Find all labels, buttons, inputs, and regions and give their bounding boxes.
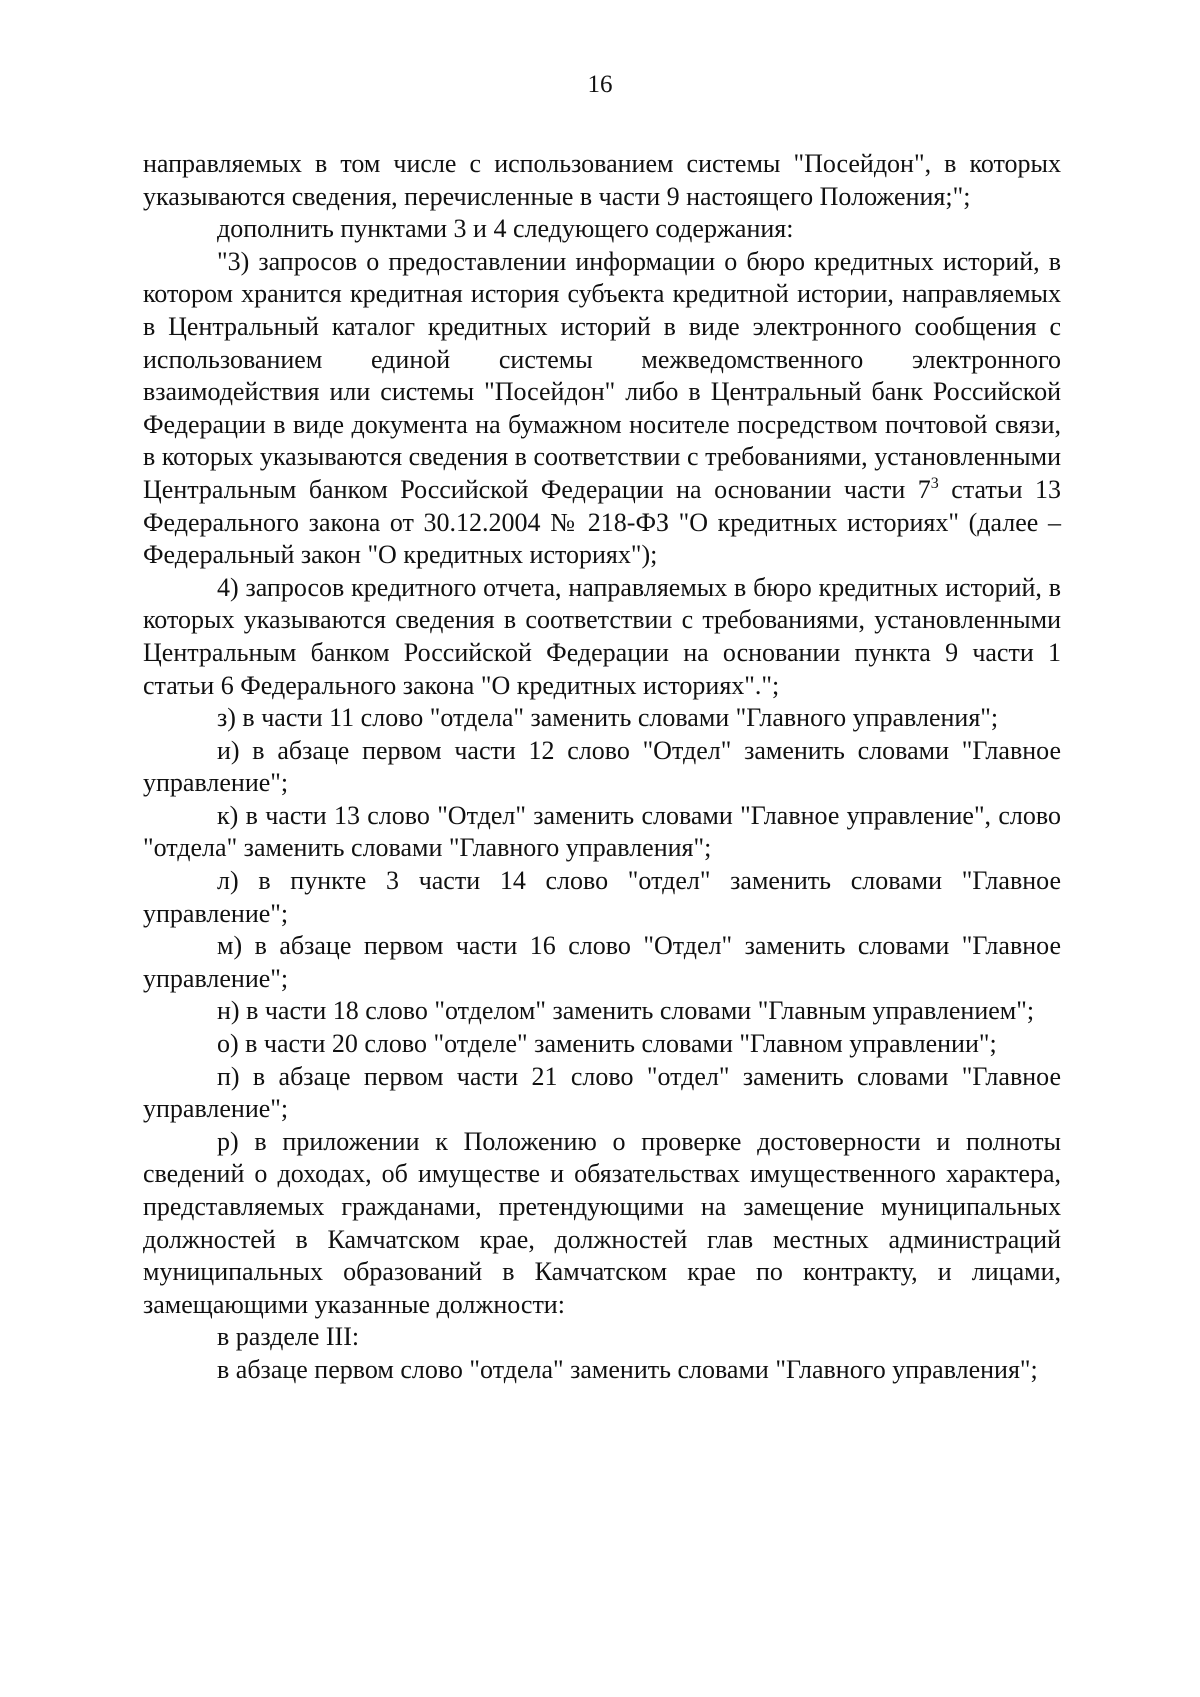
paragraph: р) в приложении к Положению о проверке достоверности и полноты сведений о доходах, об имуществе и обязательствах имущественного характера, представляемых гражданами, претендующими на замещение муниципальных должностей в Камчатском крае, должностей глав местных администраций муниципальных образований в Камчатском крае по контракту, и лицами, замещающими указанные должности:	[143, 1126, 1061, 1319]
document-body	[143, 148, 1061, 1387]
paragraph: о) в части 20 слово "отделе" заменить словами "Главном управлении";	[217, 1029, 997, 1059]
paragraph: к) в части 13 слово "Отдел" заменить словами "Главное управление", слово "отдела" заменить словами "Главного управления";	[143, 800, 1061, 863]
paragraph: направляемых в том числе с использованием системы "Посейдон", в которых указываются сведения, перечисленные в части 9 настоящего Положения;";	[143, 149, 1061, 211]
paragraph: м) в абзаце первом части 16 слово "Отдел" заменить словами "Главное управление";	[143, 931, 1061, 993]
paragraph: и) в абзаце первом части 12 слово "Отдел" заменить словами "Главное управление";	[143, 735, 1061, 798]
paragraph: з) в части 11 слово "отдела" заменить словами "Главного управления";	[217, 703, 999, 733]
paragraph: н) в части 18 слово "отделом" заменить словами "Главным управлением";	[217, 996, 1035, 1026]
paragraph-text: "3) запросов о предоставлении информации о бюро кредитных историй, в котором хранится кредитная история субъекта кредитной истории, направляемых в Центральный каталог кредитных историй в виде электронного сообщения с использованием единой системы межведомственного электронного взаимодействия или системы "Посейдон" либо в Центральный банк Российской Федерации в виде документа на бумажном носителе посредством почтовой связи, в которых указываются сведения в соответствии с требованиями, установленными Центральным банком Российской Федерации на основании части 7	[143, 246, 1061, 504]
paragraph: п) в абзаце первом части 21 слово "отдел" заменить словами "Главное управление";	[143, 1061, 1061, 1124]
paragraph-text: статьи 13 Федерального закона от 30.12.2004 № 218-ФЗ "О кредитных историях" (далее – Федеральный закон "О кредитных историях");	[143, 474, 1061, 570]
paragraph: 4) запросов кредитного отчета, направляемых в бюро кредитных историй, в которых указываются сведения в соответствии с требованиями, установленными Центральным банком Российской Федерации на основании пункта 9 части 1 статьи 6 Федерального закона "О кредитных историях".";	[143, 572, 1061, 700]
page-number: 16	[587, 71, 613, 98]
paragraph: дополнить пунктами 3 и 4 следующего содержания:	[217, 214, 794, 244]
paragraph: в абзаце первом слово "отдела" заменить словами "Главного управления";	[217, 1354, 1038, 1384]
paragraph: в разделе III:	[217, 1322, 360, 1352]
paragraph: л) в пункте 3 части 14 слово "отдел" заменить словами "Главное управление";	[143, 866, 1061, 928]
superscript: 3	[930, 474, 939, 492]
paragraph	[143, 246, 1061, 572]
